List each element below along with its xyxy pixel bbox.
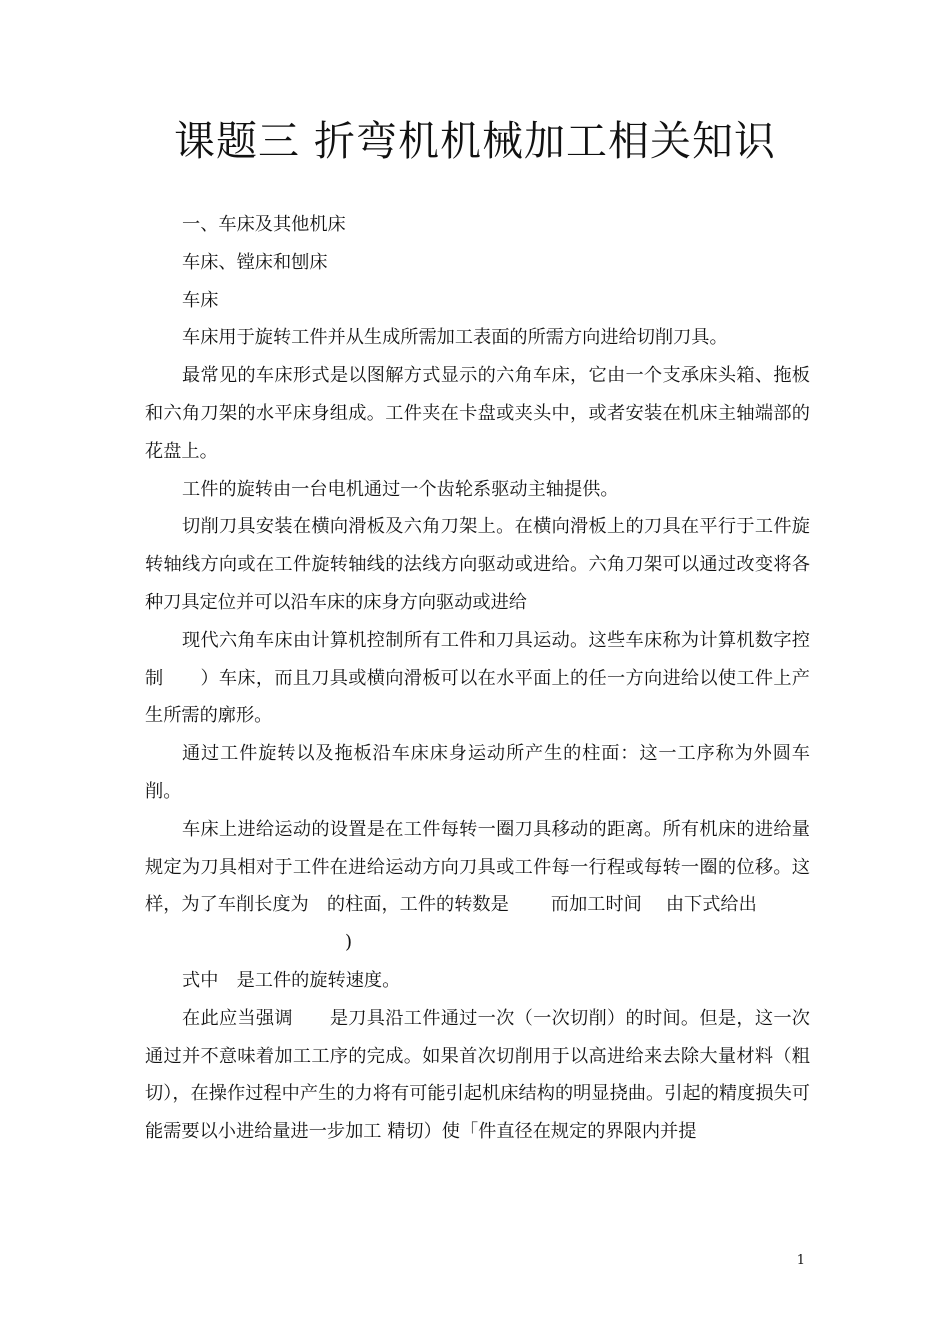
document-title: 课题三 折弯机机械加工相关知识 [173,117,777,165]
page-number: 1 [796,1253,805,1268]
paragraph: 车床上进给运动的设置是在工件每转一圈刀具移动的距离。所有机床的进给量 规定为刀具相对于工件在进给运动方向刀具或工件每一行程或每转一圈的位移。这样，为了车削长度为 的柱面，工件的转数是 而加工时间 由下式给出 [145,818,834,916]
document-body [145,206,834,1151]
paragraph: 通过工件旋转以及拖板沿车床床身运动所产生的柱面：这一工序称为外圆车削。 [145,743,810,802]
paragraph: 切削刀具安装在横向滑板及六角刀架上。在横向滑板上的刀具在平行于工件旋转轴线方向或在工件旋转轴线的法线方向驱动或进给。六角刀架可以通过改变将各种刀具定位并可以沿车床的床身方向驱动或进给 [145,516,810,613]
paragraph: 最常见的车床形式是以图解方式显示的六角车床，它由一个支承床头箱、拖板和六角刀架的水平床身组成。工件夹在卡盘或夹头中，或者安装在机床主轴端部的花盘上。 [145,365,810,462]
subsection-heading: 车床、镗床和刨床 [182,251,328,273]
subsection-heading: 车床 [182,289,219,311]
paragraph: 工件的旋转由一台电机通过一个齿轮系驱动主轴提供。 [182,478,619,500]
paragraph: 式中 是工件的旋转速度。 [182,969,401,991]
paragraph: 现代六角车床由计算机控制所有工件和刀具运动。这些车床称为计算机数字控制 ）车床，而且刀具或横向滑板可以在水平面上的任一方向进给以使工件上产生所需的廓形。 [145,629,810,727]
paragraph: 车床用于旋转工件并从生成所需加工表面的所需方向进给切削刀具。 [182,327,728,349]
paragraph: 在此应当强调 是刀具沿工件通过一次（一次切削）的时间。但是，这一次通过并不意味着加工工序的完成。如果首次切削用于以高进给来去除大量材料（粗切），在操作过程中产生的力将有可能引起机床结构的明显挠曲。引起的精度损失可能需要以小进给量进一步加工 精切）使「件直径在规定的界限内并提 [145,1007,810,1143]
section-heading: 一、车床及其他机床 [182,214,346,235]
formula: ) [345,932,353,954]
